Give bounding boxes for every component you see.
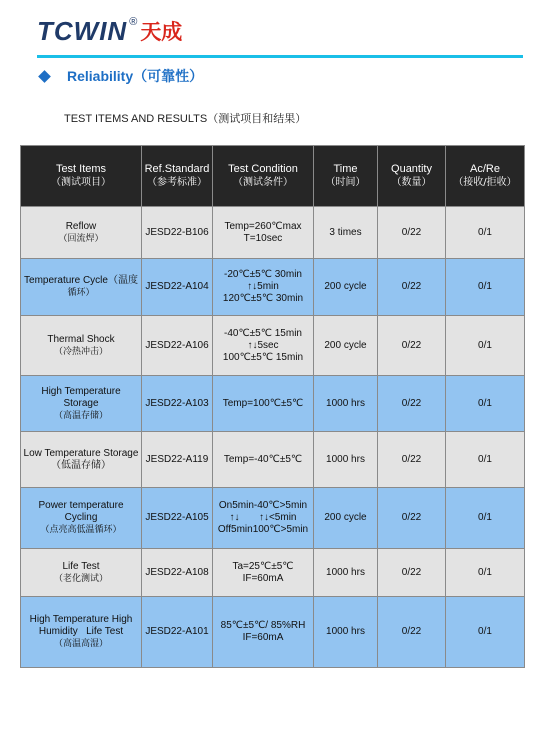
- ref-standard-cell: JESD22-A119: [142, 432, 213, 488]
- time-cell: 200 cycle: [314, 259, 378, 316]
- table-row: [21, 259, 525, 316]
- column-header-time: [314, 146, 378, 207]
- condition-line: 85℃±5℃/ 85%RH: [220, 620, 306, 631]
- table-row: [21, 316, 525, 376]
- test-item-cn: （高温高湿）: [53, 639, 108, 649]
- section-title: Reliability（可靠性）: [67, 68, 204, 84]
- column-header-quantity: [378, 146, 446, 207]
- test-item-en: Low Temperature Storage（低温存储）: [23, 447, 139, 471]
- quantity-cell: 0/22: [378, 432, 446, 488]
- column-header-en: Ref.Standard: [144, 163, 210, 175]
- ref-standard-cell: JESD22-B106: [142, 207, 213, 259]
- test-item-cell: [21, 207, 142, 259]
- condition-line: -20℃±5℃ 30min: [224, 269, 302, 280]
- test-condition-cell: [213, 259, 314, 316]
- table-header-row: [21, 146, 525, 207]
- column-header-ref-standard: [142, 146, 213, 207]
- quantity-cell: 0/22: [378, 597, 446, 668]
- quantity-cell: 0/22: [378, 488, 446, 549]
- test-item-cn: （回流焊）: [58, 233, 104, 244]
- ref-standard-cell: JESD22-A104: [142, 259, 213, 316]
- condition-line: Off5min100℃>5min: [217, 524, 309, 535]
- ac-re-cell: 0/1: [446, 259, 525, 316]
- test-item-cn: （高温存储）: [53, 410, 108, 421]
- test-item-cell: [21, 549, 142, 597]
- brand-logo: [37, 14, 182, 48]
- test-condition-cell: [213, 549, 314, 597]
- ac-re-cell: 0/1: [446, 488, 525, 549]
- ac-re-cell: 0/1: [446, 597, 525, 668]
- test-condition-cell: [213, 376, 314, 432]
- test-condition-cell: [213, 597, 314, 668]
- condition-line: -40℃±5℃ 15min: [224, 327, 302, 339]
- test-condition-cell: [213, 488, 314, 549]
- time-cell: 1000 hrs: [314, 597, 378, 668]
- test-item-en: Thermal Shock: [47, 333, 115, 345]
- ref-standard-cell: JESD22-A101: [142, 597, 213, 668]
- test-item-cn: （冷热冲击）: [53, 346, 108, 357]
- test-condition-cell: [213, 316, 314, 376]
- time-cell: 200 cycle: [314, 316, 378, 376]
- test-item-cell: [21, 259, 142, 316]
- column-header-cn: （数量）: [391, 177, 432, 188]
- section-heading: [40, 66, 203, 86]
- column-header-cn: （测试项目）: [51, 177, 111, 188]
- column-header-cn: （接收/拒收）: [453, 177, 517, 188]
- registered-mark: ®: [129, 16, 138, 28]
- quantity-cell: 0/22: [378, 316, 446, 376]
- ac-re-cell: 0/1: [446, 207, 525, 259]
- test-item-cn: （老化测试）: [53, 573, 108, 584]
- test-item-en: Temperature Cycle（温度: [24, 275, 138, 286]
- quantity-cell: 0/22: [378, 549, 446, 597]
- table-caption: TEST ITEMS AND RESULTS（测试项目和结果）: [64, 113, 307, 125]
- column-header-test-condition: [213, 146, 314, 207]
- column-header-en: Test Condition: [228, 163, 298, 175]
- time-cell: 1000 hrs: [314, 376, 378, 432]
- test-item-cell: [21, 316, 142, 376]
- test-item-en: Life Test: [62, 560, 100, 572]
- condition-line: 100℃±5℃ 15min: [222, 351, 304, 363]
- column-header-en: Quantity: [391, 163, 432, 175]
- condition-line: 120℃±5℃ 30min: [222, 293, 304, 304]
- condition-line: On5min-40℃>5min: [218, 500, 308, 511]
- diamond-bullet-icon: [38, 70, 51, 83]
- quantity-cell: 0/22: [378, 376, 446, 432]
- condition-line: IF=60mA: [242, 572, 284, 584]
- condition-line: ↑↓5min: [247, 281, 279, 292]
- condition-line: ↑↓5sec: [247, 339, 279, 351]
- column-header-test-items: [21, 146, 142, 207]
- column-header-cn: （参考标准）: [147, 177, 207, 188]
- table-row: [21, 207, 525, 259]
- ref-standard-cell: JESD22-A106: [142, 316, 213, 376]
- time-cell: 1000 hrs: [314, 432, 378, 488]
- test-item-cell: [21, 376, 142, 432]
- condition-line: ↑↓ ↑↓<5min: [229, 512, 297, 523]
- table-row: [21, 597, 525, 668]
- column-header-cn: （测试条件）: [233, 177, 293, 188]
- test-condition-cell: [213, 207, 314, 259]
- ac-re-cell: 0/1: [446, 316, 525, 376]
- ac-re-cell: 0/1: [446, 376, 525, 432]
- ac-re-cell: 0/1: [446, 549, 525, 597]
- quantity-cell: 0/22: [378, 259, 446, 316]
- test-item-en: Power temperature Cycling: [38, 500, 124, 523]
- header-divider: [37, 55, 523, 58]
- test-item-cn: （点亮高低温循环）: [40, 525, 122, 535]
- test-item-en: Reflow: [65, 220, 97, 232]
- ac-re-cell: 0/1: [446, 432, 525, 488]
- column-header-cn: （时间）: [325, 177, 366, 188]
- ref-standard-cell: JESD22-A103: [142, 376, 213, 432]
- test-item-cell: [21, 488, 142, 549]
- time-cell: 3 times: [314, 207, 378, 259]
- test-item-cn: 循环）: [67, 288, 95, 298]
- reliability-table: [20, 145, 525, 668]
- test-item-cell: [21, 597, 142, 668]
- time-cell: 200 cycle: [314, 488, 378, 549]
- logo-chinese-text: 天成: [140, 20, 183, 44]
- condition-line: IF=60mA: [242, 632, 284, 643]
- column-header-en: Ac/Re: [470, 163, 500, 175]
- condition-line: Temp=100℃±5℃: [222, 397, 304, 409]
- test-item-en: High Temperature Storage: [41, 385, 121, 409]
- column-header-ac-re: [446, 146, 525, 207]
- table-row: [21, 432, 525, 488]
- ref-standard-cell: JESD22-A105: [142, 488, 213, 549]
- column-header-en: Time: [333, 163, 358, 175]
- test-item-en: High Temperature High Humidity Life Test: [29, 614, 136, 637]
- table-row: [21, 488, 525, 549]
- logo-latin-text: TCWIN: [37, 16, 128, 46]
- column-header-en: Test Items: [55, 163, 107, 175]
- test-condition-cell: [213, 432, 314, 488]
- condition-line: Temp=-40℃±5℃: [223, 453, 303, 465]
- quantity-cell: 0/22: [378, 207, 446, 259]
- condition-line: Ta=25℃±5℃: [232, 560, 294, 572]
- test-item-cell: [21, 432, 142, 488]
- ref-standard-cell: JESD22-A108: [142, 549, 213, 597]
- condition-line: T=10sec: [243, 232, 283, 244]
- time-cell: 1000 hrs: [314, 549, 378, 597]
- table-row: [21, 376, 525, 432]
- table-row: [21, 549, 525, 597]
- condition-line: Temp=260℃max: [224, 220, 302, 232]
